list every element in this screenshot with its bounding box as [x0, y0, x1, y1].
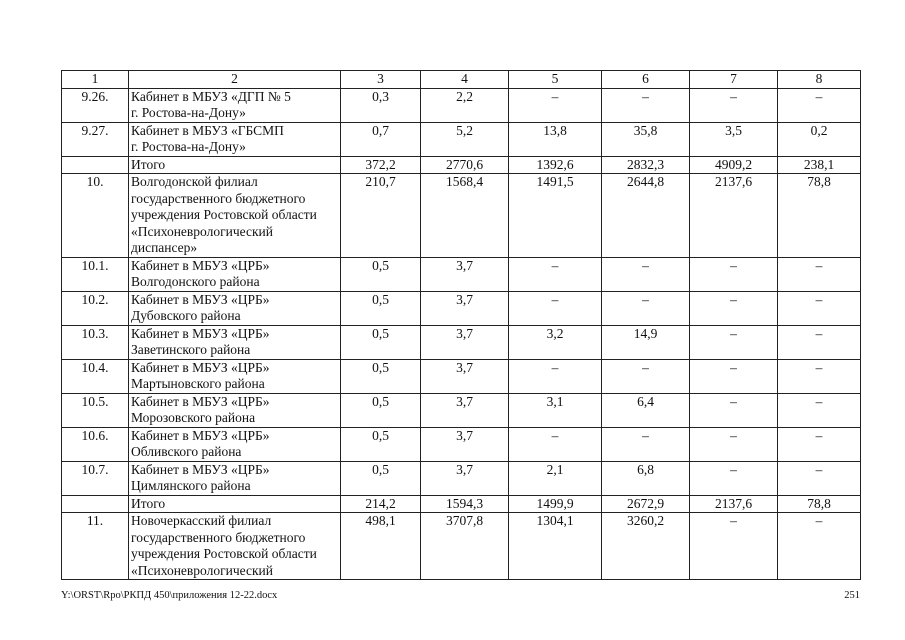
cell-value: 1594,3 — [421, 495, 509, 513]
cell-value: – — [690, 393, 778, 427]
footer-page-number: 251 — [844, 590, 860, 601]
cell-value: – — [690, 461, 778, 495]
column-header: 2 — [129, 71, 341, 89]
row-name: Волгодонской филиал государственного бюджетного учреждения Ростовской области «Психоневрологический диспансер» — [129, 174, 341, 258]
cell-value: 35,8 — [602, 122, 690, 156]
cell-value: 5,2 — [421, 122, 509, 156]
column-header: 5 — [509, 71, 602, 89]
cell-value: 1392,6 — [509, 156, 602, 174]
cell-value: – — [690, 88, 778, 122]
row-number: 10. — [62, 174, 129, 258]
row-number: 10.7. — [62, 461, 129, 495]
row-name: Кабинет в МБУЗ «ЦРБ» Обливского района — [129, 427, 341, 461]
table-row — [62, 427, 861, 461]
cell-value: – — [509, 88, 602, 122]
cell-value: 2,2 — [421, 88, 509, 122]
table-row — [62, 257, 861, 291]
cell-value: 214,2 — [341, 495, 421, 513]
row-name: Кабинет в МБУЗ «ДГП № 5 г. Ростова-на-Дону» — [129, 88, 341, 122]
subtotal-row — [62, 495, 861, 513]
cell-value: – — [509, 359, 602, 393]
column-header: 6 — [602, 71, 690, 89]
cell-value: 0,3 — [341, 88, 421, 122]
cell-value: 0,5 — [341, 257, 421, 291]
cell-value: 0,5 — [341, 325, 421, 359]
table-row — [62, 325, 861, 359]
table-row — [62, 291, 861, 325]
cell-value: 3707,8 — [421, 513, 509, 580]
column-header: 8 — [778, 71, 861, 89]
cell-value: 4909,2 — [690, 156, 778, 174]
row-name: Новочеркасский филиал государственного бюджетного учреждения Ростовской области «Психоневрологический — [129, 513, 341, 580]
cell-value: – — [778, 325, 861, 359]
cell-value: 1304,1 — [509, 513, 602, 580]
row-name: Кабинет в МБУЗ «ЦРБ» Дубовского района — [129, 291, 341, 325]
header-row — [62, 71, 861, 89]
cell-value: – — [509, 291, 602, 325]
cell-value: – — [778, 291, 861, 325]
cell-value: 2644,8 — [602, 174, 690, 258]
cell-value: 210,7 — [341, 174, 421, 258]
cell-value: 0,5 — [341, 461, 421, 495]
cell-value: 6,4 — [602, 393, 690, 427]
cell-value: 1568,4 — [421, 174, 509, 258]
cell-value: – — [690, 291, 778, 325]
cell-value: 0,5 — [341, 393, 421, 427]
table-row — [62, 88, 861, 122]
cell-value: 3,7 — [421, 257, 509, 291]
cell-value: – — [602, 359, 690, 393]
row-name: Итого — [129, 495, 341, 513]
table-row — [62, 359, 861, 393]
cell-value: 0,5 — [341, 291, 421, 325]
row-number — [62, 156, 129, 174]
cell-value: 78,8 — [778, 174, 861, 258]
cell-value: 3,7 — [421, 393, 509, 427]
row-number: 10.2. — [62, 291, 129, 325]
cell-value: – — [602, 427, 690, 461]
row-number: 9.26. — [62, 88, 129, 122]
cell-value: 3,7 — [421, 427, 509, 461]
row-name: Кабинет в МБУЗ «ЦРБ» Морозовского района — [129, 393, 341, 427]
row-name: Кабинет в МБУЗ «ЦРБ» Мартыновского района — [129, 359, 341, 393]
data-table — [61, 70, 861, 580]
cell-value: 238,1 — [778, 156, 861, 174]
cell-value: – — [778, 513, 861, 580]
column-header: 7 — [690, 71, 778, 89]
table-row — [62, 122, 861, 156]
row-name: Кабинет в МБУЗ «ЦРБ» Цимлянского района — [129, 461, 341, 495]
cell-value: 0,7 — [341, 122, 421, 156]
cell-value: 2137,6 — [690, 495, 778, 513]
cell-value: – — [690, 359, 778, 393]
cell-value: 3,7 — [421, 291, 509, 325]
row-number: 10.4. — [62, 359, 129, 393]
cell-value: 3,1 — [509, 393, 602, 427]
footer-file-path: Y:\ORST\Rpo\РКПД 450\приложения 12-22.docx — [61, 590, 278, 601]
cell-value: – — [602, 257, 690, 291]
table-row — [62, 513, 861, 580]
cell-value: 3260,2 — [602, 513, 690, 580]
cell-value: – — [778, 88, 861, 122]
row-number: 10.6. — [62, 427, 129, 461]
cell-value: 2137,6 — [690, 174, 778, 258]
cell-value: – — [778, 393, 861, 427]
table-row — [62, 174, 861, 258]
cell-value: 3,5 — [690, 122, 778, 156]
cell-value: – — [690, 513, 778, 580]
column-header: 3 — [341, 71, 421, 89]
cell-value: – — [778, 257, 861, 291]
cell-value: – — [778, 461, 861, 495]
cell-value: 2,1 — [509, 461, 602, 495]
cell-value: 2832,3 — [602, 156, 690, 174]
row-name: Кабинет в МБУЗ «ЦРБ» Заветинского района — [129, 325, 341, 359]
cell-value: 498,1 — [341, 513, 421, 580]
cell-value: 2770,6 — [421, 156, 509, 174]
cell-value: 2672,9 — [602, 495, 690, 513]
row-number: 10.3. — [62, 325, 129, 359]
cell-value: 0,5 — [341, 359, 421, 393]
subtotal-row — [62, 156, 861, 174]
cell-value: – — [690, 427, 778, 461]
cell-value: 3,2 — [509, 325, 602, 359]
cell-value: 0,5 — [341, 427, 421, 461]
column-header: 1 — [62, 71, 129, 89]
row-number: 10.5. — [62, 393, 129, 427]
row-number: 11. — [62, 513, 129, 580]
row-number — [62, 495, 129, 513]
row-number: 9.27. — [62, 122, 129, 156]
cell-value: – — [602, 88, 690, 122]
cell-value: 6,8 — [602, 461, 690, 495]
cell-value: – — [690, 257, 778, 291]
cell-value: – — [778, 359, 861, 393]
row-name: Кабинет в МБУЗ «ЦРБ» Волгодонского района — [129, 257, 341, 291]
row-number: 10.1. — [62, 257, 129, 291]
cell-value: 3,7 — [421, 359, 509, 393]
table-row — [62, 461, 861, 495]
cell-value: 1491,5 — [509, 174, 602, 258]
cell-value: – — [509, 257, 602, 291]
cell-value: – — [602, 291, 690, 325]
cell-value: – — [690, 325, 778, 359]
cell-value: 1499,9 — [509, 495, 602, 513]
cell-value: 372,2 — [341, 156, 421, 174]
table-row — [62, 393, 861, 427]
cell-value: 78,8 — [778, 495, 861, 513]
cell-value: 14,9 — [602, 325, 690, 359]
cell-value: 0,2 — [778, 122, 861, 156]
row-name: Итого — [129, 156, 341, 174]
cell-value: 3,7 — [421, 325, 509, 359]
cell-value: – — [509, 427, 602, 461]
cell-value: 3,7 — [421, 461, 509, 495]
cell-value: 13,8 — [509, 122, 602, 156]
column-header: 4 — [421, 71, 509, 89]
cell-value: – — [778, 427, 861, 461]
row-name: Кабинет в МБУЗ «ГБСМП г. Ростова-на-Дону» — [129, 122, 341, 156]
